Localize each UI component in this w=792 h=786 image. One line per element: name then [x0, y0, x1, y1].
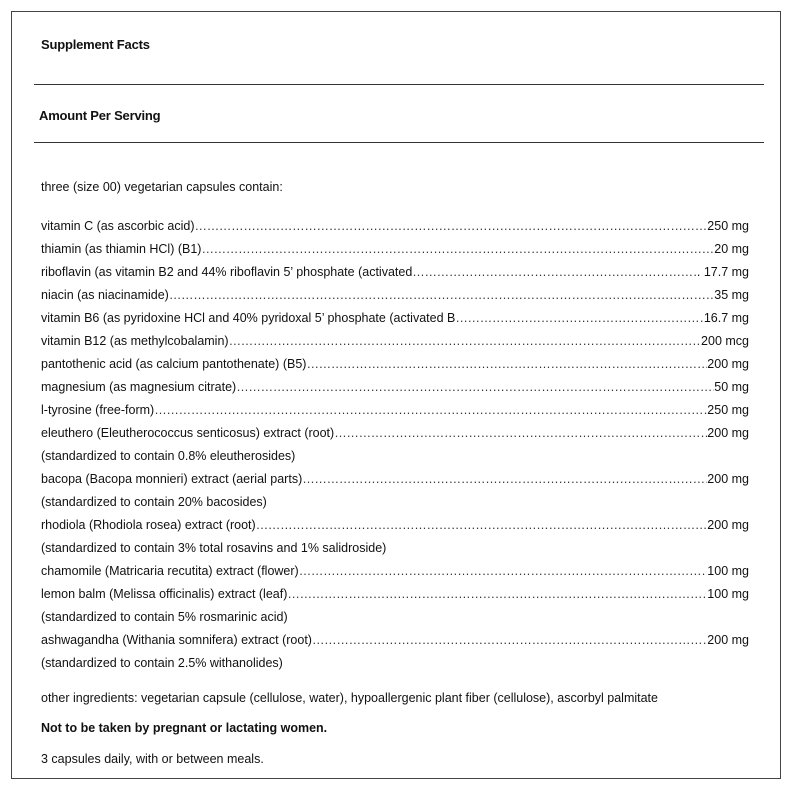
ingredient-name: vitamin C (as ascorbic acid): [41, 219, 195, 233]
other-ingredients: other ingredients: vegetarian capsule (cellulose, water), hypoallergenic plant fiber (cellulose), ascorbyl palmitate: [41, 691, 658, 705]
ingredient-amount: 200 mg: [707, 357, 749, 371]
ingredient-name: bacopa (Bacopa monnieri) extract (aerial parts): [41, 472, 303, 486]
ingredient-row: [41, 284, 749, 307]
standardization-note: (standardized to contain 3% total rosavins and 1% salidroside): [41, 541, 387, 555]
ingredient-amount: 16.7 mg: [703, 311, 749, 325]
ingredient-row: [41, 215, 749, 238]
ingredient-row: [41, 468, 749, 491]
divider-bottom: [34, 142, 764, 143]
dot-leader: [455, 307, 703, 330]
supplement-facts-panel: [11, 11, 781, 779]
dot-leader: [201, 238, 714, 261]
dot-leader: [334, 422, 707, 445]
ingredient-row: [41, 353, 749, 376]
ingredient-amount: 50 mg: [714, 380, 749, 394]
ingredient-name: riboflavin (as vitamin B2 and 44% riboflavin 5’ phosphate (activated: [41, 265, 413, 279]
ingredient-amount: . 17.7 mg: [696, 265, 749, 279]
ingredient-name: pantothenic acid (as calcium pantothenate) (B5): [41, 357, 307, 371]
dot-leader: [306, 353, 707, 376]
ingredient-amount: 100 mg: [707, 587, 749, 601]
ingredient-row: [41, 307, 749, 330]
ingredient-amount: 35 mg: [714, 288, 749, 302]
dot-leader: [195, 215, 708, 238]
ingredient-name: niacin (as niacinamide): [41, 288, 169, 302]
dot-leader: [169, 284, 714, 307]
dot-leader: [256, 514, 708, 537]
ingredient-name: vitamin B12 (as methylcobalamin): [41, 334, 229, 348]
ingredient-row: [41, 514, 749, 537]
ingredient-amount: 200 mg: [707, 518, 749, 532]
dot-leader: [312, 629, 707, 652]
pregnancy-warning: Not to be taken by pregnant or lactating women.: [41, 721, 328, 735]
ingredient-name: vitamin B6 (as pyridoxine HCl and 40% pyridoxal 5’ phosphate (activated B: [41, 311, 456, 325]
standardization-note: (standardized to contain 2.5% withanolides): [41, 656, 283, 670]
ingredient-name: eleuthero (Eleutherococcus senticosus) extract (root): [41, 426, 335, 440]
panel-title: Supplement Facts: [41, 37, 150, 52]
ingredient-amount: 200 mg: [707, 426, 749, 440]
serving-intro: three (size 00) vegetarian capsules contain:: [41, 180, 283, 194]
standardization-note: (standardized to contain 20% bacosides): [41, 495, 267, 509]
ingredient-amount: 20 mg: [714, 242, 749, 256]
ingredient-row: [41, 238, 749, 261]
ingredient-amount: 100 mg: [707, 564, 749, 578]
ingredient-amount: 250 mg: [707, 403, 749, 417]
dot-leader: [287, 583, 707, 606]
ingredient-amount: 200 mg: [707, 633, 749, 647]
ingredient-name: rhodiola (Rhodiola rosea) extract (root): [41, 518, 256, 532]
ingredient-name: thiamin (as thiamin HCl) (B1): [41, 242, 202, 256]
standardization-note: (standardized to contain 0.8% eleutherosides): [41, 449, 296, 463]
ingredient-name: ashwagandha (Withania somnifera) extract (root): [41, 633, 312, 647]
ingredient-row: [41, 422, 749, 445]
ingredient-name: magnesium (as magnesium citrate): [41, 380, 237, 394]
ingredient-row: [41, 261, 749, 284]
ingredient-name: l-tyrosine (free-form): [41, 403, 155, 417]
dot-leader: [229, 330, 701, 353]
ingredient-row: [41, 399, 749, 422]
divider-top: [34, 84, 764, 85]
ingredient-row: [41, 376, 749, 399]
dot-leader: [412, 261, 697, 284]
ingredient-row: [41, 629, 749, 652]
ingredient-name: chamomile (Matricaria recutita) extract (flower): [41, 564, 299, 578]
dot-leader: [299, 560, 708, 583]
dot-leader: [236, 376, 714, 399]
standardization-note: (standardized to contain 5% rosmarinic acid): [41, 610, 288, 624]
ingredient-amount: 250 mg: [707, 219, 749, 233]
ingredient-list: [41, 215, 749, 675]
ingredient-amount: 200 mg: [707, 472, 749, 486]
dot-leader: [302, 468, 707, 491]
ingredient-row: [41, 330, 749, 353]
ingredient-row: [41, 560, 749, 583]
amount-per-serving-heading: Amount Per Serving: [39, 108, 161, 123]
directions: 3 capsules daily, with or between meals.: [41, 752, 264, 766]
ingredient-amount: 200 mcg: [701, 334, 749, 348]
dot-leader: [154, 399, 707, 422]
ingredient-name: lemon balm (Melissa officinalis) extract (leaf): [41, 587, 288, 601]
ingredient-row: [41, 583, 749, 606]
